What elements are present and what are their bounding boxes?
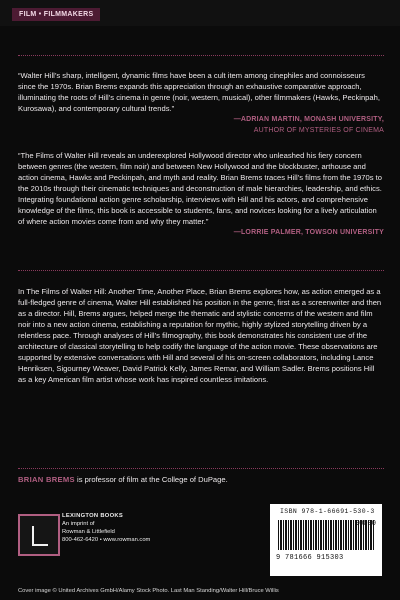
author-name: BRIAN BREMS — [18, 475, 75, 484]
cover-credit: Cover image © United Archives GmbH/Alamy Stock Photo. Last Man Standing/Walter Hill/Bruce Willis — [18, 588, 279, 594]
isbn-text: ISBN 978-1-66691-530-3 — [280, 508, 375, 515]
footer — [18, 504, 384, 576]
quote-1 — [18, 70, 384, 136]
publisher-brand: LEXINGTON BOOKS — [62, 513, 124, 519]
quote-2 — [18, 150, 384, 238]
rule-lower — [18, 468, 384, 469]
publisher-block — [62, 512, 182, 544]
quote-2-text: “The Films of Walter Hill reveals an underexplored Hollywood director who unleashed his fiery concern between genres (the western, film noir) and between New Hollywood and the blockbuster, arthouse and action cinema, Hawks and Peckinpah, and myth and reality. Brian Brems traces Hill’s films from the 1970s to the 2010s through their cinematic techniques and deconstruction of male hierarchies, leadership, and ethics. Integrating foundational action genre scholarship, interviews with Hill and his actors, and comprehensive knowledge of the films, this book is accessible to students, fans, and novices looking for a lively articulation of where action movies come from and why they matter.” — [18, 151, 382, 226]
quote-1-attribution-line-2: AUTHOR OF MYSTERIES OF CINEMA — [253, 127, 384, 134]
publisher-line-3: Rowman & Littlefield — [62, 529, 115, 535]
barcode-price: 90000 — [354, 520, 376, 528]
author-note — [18, 474, 384, 485]
quote-1-text: “Walter Hill’s sharp, intelligent, dynamic films have been a cult item among cinephiles and connoisseurs since the 1970s. Brian Brems expands this appreciation through an exhaustive comparative approach, illuminating the roots of Hill’s cinema in genre (noir, western, musical), other filmmakers (Hawks, Peckinpah, Kurosawa), and contemporary cultural trends.” — [18, 71, 380, 113]
lexington-logo-icon — [18, 514, 60, 556]
quote-2-attribution: —LORRIE PALMER, TOWSON UNIVERSITY — [233, 229, 384, 236]
description: In The Films of Walter Hill: Another Time, Another Place, Brian Brems explores how, as action emerged as a full-fledged genre of cinema, Walter Hill established his position in the genre, first as a screenwriter and then as a director. Hill, Brems argues, helped merge the thematic and stylistic concerns of the western and film noir into a new action cinema, establishing a reputation for mythic, highly stylized storytelling driven by a relentless pace. Through analyses of Hill’s filmography, this book demonstrates his consistent use of the architecture of classical storytelling to help codify the language of the action movie. These observations are supported by extensive conversations with Hill and several of his on-screen collaborators, including Lance Henriksen, Sigourney Weaver, David Patrick Kelly, James Remar, and William Sadler. Brems positions Hill as a key American film artist whose work has inspired countless imitations. — [18, 287, 382, 384]
publisher-line-4: 800-462-6420 • www.rowman.com — [62, 537, 151, 543]
rule-middle — [18, 270, 384, 271]
isbn-barcode — [270, 504, 382, 576]
barcode-digits: 9 781666 915303 — [276, 554, 344, 562]
quote-1-attribution-line-1: —ADRIAN MARTIN, MONASH UNIVERSITY, — [233, 116, 384, 123]
publisher-line-2: An imprint of — [62, 521, 95, 527]
rule-top — [18, 55, 384, 56]
author-bio: is professor of film at the College of DuPage. — [74, 475, 228, 484]
category-tag: FILM • FILMMAKERS — [12, 8, 100, 21]
